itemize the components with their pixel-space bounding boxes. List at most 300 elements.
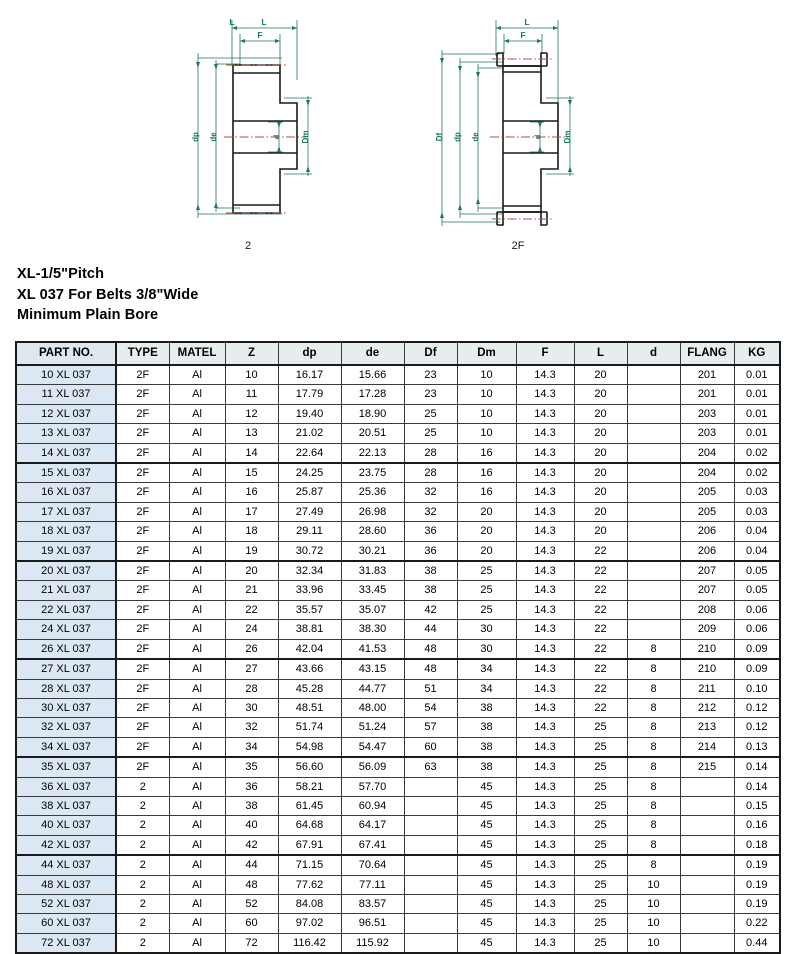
cell-dm: 20	[457, 522, 516, 541]
cell-de: 96.51	[341, 914, 404, 933]
cell-d: 10	[627, 875, 680, 894]
cell-f: 14.3	[516, 855, 574, 875]
cell-matel: Al	[169, 835, 225, 855]
cell-dm: 25	[457, 581, 516, 600]
cell-matel: Al	[169, 718, 225, 737]
dim-label-L: L	[524, 17, 530, 27]
cell-f: 14.3	[516, 600, 574, 619]
table-row	[16, 424, 780, 443]
cell-l: 22	[574, 561, 627, 581]
cell-de: 70.64	[341, 855, 404, 875]
cell-f: 14.3	[516, 385, 574, 404]
cell-d	[627, 620, 680, 639]
cell-de: 48.00	[341, 698, 404, 717]
cell-dp: 48.51	[278, 698, 341, 717]
cell-flang: 212	[680, 698, 734, 717]
cell-dm: 16	[457, 483, 516, 502]
cell-z: 22	[225, 600, 278, 619]
cell-df: 28	[404, 443, 457, 463]
cell-f: 14.3	[516, 659, 574, 679]
cell-flang	[680, 933, 734, 953]
cell-part-no: 28 XL 037	[16, 679, 116, 698]
cell-dm: 45	[457, 777, 516, 796]
cell-l: 22	[574, 639, 627, 659]
cell-matel: Al	[169, 502, 225, 521]
cell-de: 56.09	[341, 757, 404, 777]
cell-dm: 10	[457, 365, 516, 385]
table-row	[16, 855, 780, 875]
cell-de: 28.60	[341, 522, 404, 541]
cell-part-no: 30 XL 037	[16, 698, 116, 717]
cell-l: 22	[574, 620, 627, 639]
cell-l: 25	[574, 914, 627, 933]
cell-dp: 43.66	[278, 659, 341, 679]
table-row	[16, 502, 780, 521]
cell-z: 24	[225, 620, 278, 639]
table-row	[16, 698, 780, 717]
dim-label-F: F	[257, 30, 263, 40]
cell-part-no: 48 XL 037	[16, 875, 116, 894]
column-header-z: Z	[225, 342, 278, 365]
column-header-kg: KG	[734, 342, 780, 365]
table-row	[16, 581, 780, 600]
cell-d: 8	[627, 757, 680, 777]
cell-df: 32	[404, 483, 457, 502]
drawing-caption-2: 2	[244, 240, 252, 252]
cell-type: 2F	[116, 463, 169, 483]
cell-kg: 0.01	[734, 385, 780, 404]
cell-matel: Al	[169, 541, 225, 561]
cell-df	[404, 777, 457, 796]
cell-de: 33.45	[341, 581, 404, 600]
cell-df	[404, 875, 457, 894]
cell-l: 20	[574, 385, 627, 404]
cell-dm: 38	[457, 737, 516, 757]
cell-dp: 27.49	[278, 502, 341, 521]
cell-z: 44	[225, 855, 278, 875]
cell-f: 14.3	[516, 581, 574, 600]
cell-type: 2	[116, 914, 169, 933]
cell-df: 38	[404, 581, 457, 600]
cell-z: 28	[225, 679, 278, 698]
cell-f: 14.3	[516, 443, 574, 463]
cell-type: 2F	[116, 443, 169, 463]
cell-d	[627, 443, 680, 463]
cell-dp: 97.02	[278, 914, 341, 933]
cell-f: 14.3	[516, 894, 574, 913]
heading-pitch: XL-1/5"Pitch	[17, 266, 105, 282]
cell-flang	[680, 835, 734, 855]
table-row	[16, 443, 780, 463]
cell-matel: Al	[169, 443, 225, 463]
cell-l: 22	[574, 698, 627, 717]
cell-part-no: 13 XL 037	[16, 424, 116, 443]
cell-dm: 45	[457, 816, 516, 835]
cell-type: 2F	[116, 365, 169, 385]
cell-l: 20	[574, 502, 627, 521]
cell-f: 14.3	[516, 679, 574, 698]
cell-flang: 207	[680, 561, 734, 581]
cell-l: 25	[574, 796, 627, 815]
table-row	[16, 894, 780, 913]
cell-df: 51	[404, 679, 457, 698]
cell-kg: 0.12	[734, 698, 780, 717]
cell-df: 38	[404, 561, 457, 581]
cell-flang: 206	[680, 541, 734, 561]
cell-de: 41.53	[341, 639, 404, 659]
column-header-f: F	[516, 342, 574, 365]
cell-kg: 0.02	[734, 443, 780, 463]
cell-type: 2F	[116, 541, 169, 561]
table-row	[16, 875, 780, 894]
cell-dp: 38.81	[278, 620, 341, 639]
cell-flang: 206	[680, 522, 734, 541]
cell-kg: 0.05	[734, 561, 780, 581]
cell-dm: 10	[457, 404, 516, 423]
cell-z: 17	[225, 502, 278, 521]
cell-df: 23	[404, 365, 457, 385]
cell-dp: 58.21	[278, 777, 341, 796]
cell-type: 2F	[116, 600, 169, 619]
cell-matel: Al	[169, 561, 225, 581]
cell-d	[627, 483, 680, 502]
cell-de: 38.30	[341, 620, 404, 639]
cell-flang: 201	[680, 365, 734, 385]
table-row	[16, 522, 780, 541]
cell-z: 30	[225, 698, 278, 717]
table-row	[16, 463, 780, 483]
table-row	[16, 933, 780, 953]
cell-f: 14.3	[516, 463, 574, 483]
cell-d	[627, 541, 680, 561]
table-row	[16, 600, 780, 619]
cell-part-no: 16 XL 037	[16, 483, 116, 502]
cell-dm: 10	[457, 385, 516, 404]
cell-part-no: 12 XL 037	[16, 404, 116, 423]
cell-dp: 54.98	[278, 737, 341, 757]
cell-dm: 45	[457, 875, 516, 894]
cell-de: 17.28	[341, 385, 404, 404]
cell-part-no: 35 XL 037	[16, 757, 116, 777]
cell-kg: 0.15	[734, 796, 780, 815]
cell-df: 25	[404, 404, 457, 423]
cell-type: 2F	[116, 404, 169, 423]
table-row	[16, 561, 780, 581]
cell-f: 14.3	[516, 620, 574, 639]
cell-de: 67.41	[341, 835, 404, 855]
cell-df: 54	[404, 698, 457, 717]
column-header-dp: dp	[278, 342, 341, 365]
cell-dp: 24.25	[278, 463, 341, 483]
column-header-part-no: PART NO.	[16, 342, 116, 365]
cell-z: 60	[225, 914, 278, 933]
cell-kg: 0.16	[734, 816, 780, 835]
column-header-flang: FLANG	[680, 342, 734, 365]
cell-dm: 45	[457, 914, 516, 933]
cell-de: 64.17	[341, 816, 404, 835]
cell-flang: 215	[680, 757, 734, 777]
cell-df: 48	[404, 659, 457, 679]
cell-matel: Al	[169, 855, 225, 875]
cell-dp: 17.79	[278, 385, 341, 404]
cell-dm: 38	[457, 718, 516, 737]
cell-de: 43.15	[341, 659, 404, 679]
column-header-dm: Dm	[457, 342, 516, 365]
cell-l: 22	[574, 581, 627, 600]
cell-dm: 25	[457, 600, 516, 619]
cell-flang	[680, 816, 734, 835]
cell-matel: Al	[169, 894, 225, 913]
cell-matel: Al	[169, 796, 225, 815]
cell-part-no: 17 XL 037	[16, 502, 116, 521]
dim-label-de: de	[471, 132, 480, 142]
cell-df	[404, 914, 457, 933]
cell-f: 14.3	[516, 914, 574, 933]
cell-kg: 0.03	[734, 483, 780, 502]
cell-df: 36	[404, 522, 457, 541]
cell-kg: 0.06	[734, 620, 780, 639]
table-row	[16, 796, 780, 815]
cell-dp: 56.60	[278, 757, 341, 777]
cell-matel: Al	[169, 659, 225, 679]
cell-d: 8	[627, 816, 680, 835]
cell-flang	[680, 875, 734, 894]
cell-kg: 0.04	[734, 541, 780, 561]
cell-f: 14.3	[516, 541, 574, 561]
cell-matel: Al	[169, 914, 225, 933]
table-row	[16, 365, 780, 385]
cell-kg: 0.03	[734, 502, 780, 521]
cell-f: 14.3	[516, 502, 574, 521]
cell-d	[627, 561, 680, 581]
cell-kg: 0.02	[734, 463, 780, 483]
cell-df: 32	[404, 502, 457, 521]
cell-kg: 0.01	[734, 404, 780, 423]
cell-kg: 0.22	[734, 914, 780, 933]
cell-part-no: 44 XL 037	[16, 855, 116, 875]
table-row	[16, 777, 780, 796]
cell-d: 8	[627, 659, 680, 679]
cell-flang: 204	[680, 443, 734, 463]
cell-matel: Al	[169, 737, 225, 757]
cell-type: 2F	[116, 620, 169, 639]
cell-z: 21	[225, 581, 278, 600]
cell-matel: Al	[169, 777, 225, 796]
cell-dp: 116.42	[278, 933, 341, 953]
cell-df	[404, 835, 457, 855]
cell-kg: 0.09	[734, 639, 780, 659]
cell-flang: 211	[680, 679, 734, 698]
cell-dp: 64.68	[278, 816, 341, 835]
cell-l: 22	[574, 679, 627, 698]
heading-belt-width: XL 037 For Belts 3/8"Wide	[17, 286, 199, 303]
cell-d	[627, 463, 680, 483]
cell-z: 18	[225, 522, 278, 541]
specification-table-container	[15, 341, 779, 954]
cell-d: 8	[627, 718, 680, 737]
cell-matel: Al	[169, 404, 225, 423]
cell-matel: Al	[169, 816, 225, 835]
cell-dm: 25	[457, 561, 516, 581]
cell-matel: Al	[169, 365, 225, 385]
cell-z: 14	[225, 443, 278, 463]
drawing-type-2f	[430, 8, 645, 243]
cell-dm: 30	[457, 620, 516, 639]
cell-d	[627, 502, 680, 521]
cell-d	[627, 581, 680, 600]
cell-de: 31.83	[341, 561, 404, 581]
cell-dp: 84.08	[278, 894, 341, 913]
dim-label-Dm: Dm	[563, 130, 572, 144]
cell-flang: 203	[680, 424, 734, 443]
cell-df: 42	[404, 600, 457, 619]
cell-f: 14.3	[516, 933, 574, 953]
cell-part-no: 72 XL 037	[16, 933, 116, 953]
cell-dp: 61.45	[278, 796, 341, 815]
cell-matel: Al	[169, 463, 225, 483]
cell-matel: Al	[169, 522, 225, 541]
cell-z: 36	[225, 777, 278, 796]
cell-kg: 0.10	[734, 679, 780, 698]
cell-z: 16	[225, 483, 278, 502]
cell-part-no: 15 XL 037	[16, 463, 116, 483]
cell-type: 2	[116, 835, 169, 855]
cell-l: 25	[574, 816, 627, 835]
cell-dp: 45.28	[278, 679, 341, 698]
cell-matel: Al	[169, 875, 225, 894]
dim-label-d: d	[533, 134, 542, 140]
cell-f: 14.3	[516, 424, 574, 443]
cell-f: 14.3	[516, 718, 574, 737]
cell-df	[404, 796, 457, 815]
table-header-row	[16, 342, 780, 365]
cell-kg: 0.04	[734, 522, 780, 541]
table-row	[16, 639, 780, 659]
cell-df: 60	[404, 737, 457, 757]
cell-dp: 21.02	[278, 424, 341, 443]
dim-label-Dm: Dm	[301, 130, 310, 144]
cell-part-no: 40 XL 037	[16, 816, 116, 835]
heading-min-plain-bore: Minimum Plain Bore	[17, 307, 159, 323]
cell-type: 2	[116, 855, 169, 875]
cell-type: 2	[116, 933, 169, 953]
cell-flang: 205	[680, 483, 734, 502]
table-row	[16, 679, 780, 698]
cell-type: 2F	[116, 385, 169, 404]
cell-type: 2	[116, 796, 169, 815]
cell-de: 30.21	[341, 541, 404, 561]
cell-de: 51.24	[341, 718, 404, 737]
cell-kg: 0.01	[734, 424, 780, 443]
cell-l: 25	[574, 894, 627, 913]
cell-flang: 205	[680, 502, 734, 521]
cell-f: 14.3	[516, 737, 574, 757]
cell-kg: 0.14	[734, 777, 780, 796]
cell-f: 14.3	[516, 777, 574, 796]
cell-df: 48	[404, 639, 457, 659]
cell-z: 48	[225, 875, 278, 894]
cell-matel: Al	[169, 679, 225, 698]
cell-f: 14.3	[516, 561, 574, 581]
cell-type: 2F	[116, 561, 169, 581]
cell-z: 27	[225, 659, 278, 679]
cell-matel: Al	[169, 757, 225, 777]
column-header-type: TYPE	[116, 342, 169, 365]
cell-de: 60.94	[341, 796, 404, 815]
cell-z: 42	[225, 835, 278, 855]
cell-part-no: 10 XL 037	[16, 365, 116, 385]
table-row	[16, 659, 780, 679]
cell-dm: 45	[457, 835, 516, 855]
cell-flang: 208	[680, 600, 734, 619]
cell-f: 14.3	[516, 522, 574, 541]
cell-type: 2F	[116, 659, 169, 679]
cell-z: 13	[225, 424, 278, 443]
cell-flang: 214	[680, 737, 734, 757]
dim-label-L: L	[261, 17, 267, 27]
cell-z: 38	[225, 796, 278, 815]
cell-d: 8	[627, 737, 680, 757]
cell-de: 44.77	[341, 679, 404, 698]
drawing-type-2	[180, 8, 390, 243]
cell-f: 14.3	[516, 835, 574, 855]
cell-l: 22	[574, 541, 627, 561]
cell-flang: 209	[680, 620, 734, 639]
cell-part-no: 38 XL 037	[16, 796, 116, 815]
cell-dm: 20	[457, 541, 516, 561]
table-row	[16, 757, 780, 777]
cell-type: 2F	[116, 679, 169, 698]
cell-de: 23.75	[341, 463, 404, 483]
cell-part-no: 22 XL 037	[16, 600, 116, 619]
cell-part-no: 52 XL 037	[16, 894, 116, 913]
cell-de: 22.13	[341, 443, 404, 463]
cell-flang	[680, 777, 734, 796]
table-header	[16, 342, 780, 365]
cell-flang	[680, 914, 734, 933]
cell-dm: 45	[457, 894, 516, 913]
cell-de: 77.11	[341, 875, 404, 894]
column-header-de: de	[341, 342, 404, 365]
cell-matel: Al	[169, 698, 225, 717]
cell-d	[627, 404, 680, 423]
cell-df	[404, 933, 457, 953]
cell-f: 14.3	[516, 757, 574, 777]
cell-type: 2	[116, 816, 169, 835]
cell-df: 44	[404, 620, 457, 639]
cell-f: 14.3	[516, 404, 574, 423]
cell-flang: 203	[680, 404, 734, 423]
cell-l: 25	[574, 777, 627, 796]
dim-label-dp: dp	[453, 132, 462, 142]
cell-l: 25	[574, 835, 627, 855]
cell-de: 18.90	[341, 404, 404, 423]
column-header-df: Df	[404, 342, 457, 365]
cell-dp: 33.96	[278, 581, 341, 600]
cell-l: 25	[574, 718, 627, 737]
cell-d: 8	[627, 855, 680, 875]
cell-d	[627, 522, 680, 541]
cell-matel: Al	[169, 620, 225, 639]
cell-df	[404, 894, 457, 913]
column-header-matel: MATEL	[169, 342, 225, 365]
cell-z: 72	[225, 933, 278, 953]
cell-kg: 0.13	[734, 737, 780, 757]
cell-part-no: 27 XL 037	[16, 659, 116, 679]
cell-kg: 0.18	[734, 835, 780, 855]
cell-d: 8	[627, 796, 680, 815]
cell-l: 20	[574, 424, 627, 443]
